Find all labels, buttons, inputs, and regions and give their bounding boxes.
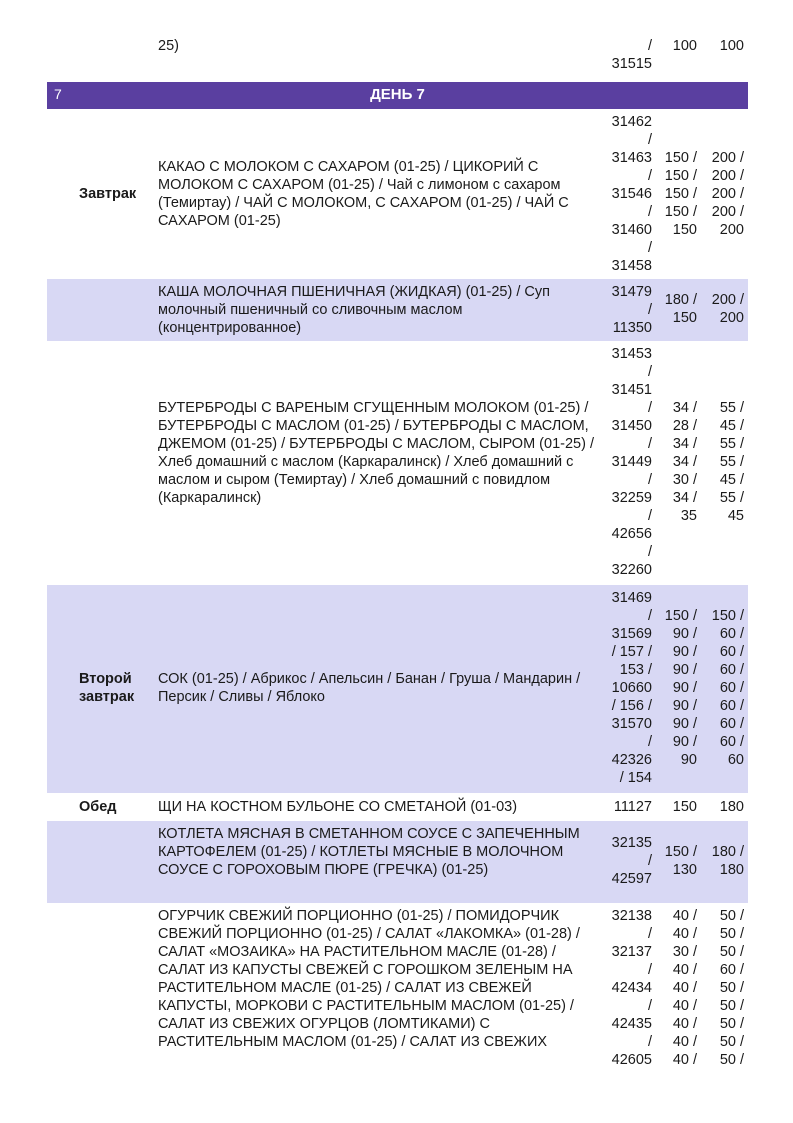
dish-description: ЩИ НА КОСТНОМ БУЛЬОНЕ СО СМЕТАНОЙ (01-03) <box>158 799 518 815</box>
portion-small: 34 / 28 / 34 / 34 / 30 / 34 / 35 <box>672 400 697 524</box>
menu-table <box>47 34 748 1073</box>
table-row <box>47 279 748 341</box>
portion-small: 40 / 40 / 30 / 40 / 40 / 40 / 40 / 40 / 40 / <box>672 908 697 1068</box>
meal-name: Обед <box>79 799 117 815</box>
day-number: 7 <box>54 86 62 102</box>
portion-large: 180 <box>719 799 744 815</box>
meal-name: Завтрак <box>79 186 137 202</box>
recipe-code: 32135 / 42597 <box>611 835 652 887</box>
portion-large: 100 <box>719 38 744 54</box>
table-row <box>47 821 748 903</box>
portion-small: 150 / 90 / 90 / 90 / 90 / 90 / 90 / 90 / 90 <box>664 608 697 768</box>
recipe-code: 31479 / 11350 <box>611 284 652 336</box>
recipe-code: 11127 <box>613 799 652 815</box>
portion-small: 100 <box>672 38 697 54</box>
recipe-code: / 31515 <box>611 38 652 72</box>
table-row <box>47 34 748 74</box>
dish-description: БУТЕРБРОДЫ С ВАРЕНЫМ СГУЩЕННЫМ МОЛОКОМ (01-25) / БУТЕРБРОДЫ С МАСЛОМ (01-25) / БУТЕРБРОДЫ С МАСЛОМ, ДЖЕМОМ (01-25) / БУТЕРБРОДЫ С МАСЛОМ, СЫРОМ (01-25) / Хлеб домашний с маслом (Каркаралинск) / Хлеб домашний с маслом и сыром (Темиртау) / Хлеб домашний с повидлом (Каркаралинск) <box>158 400 594 506</box>
portion-small: 150 <box>672 799 697 815</box>
portion-large: 200 / 200 / 200 / 200 / 200 <box>711 150 744 238</box>
portion-large: 180 / 180 <box>711 844 744 878</box>
dish-description: 25) <box>158 38 179 54</box>
portion-small: 150 / 130 <box>664 844 697 878</box>
day-title: ДЕНЬ 7 <box>370 86 425 103</box>
dish-description: ОГУРЧИК СВЕЖИЙ ПОРЦИОННО (01-25) / ПОМИДОРЧИК СВЕЖИЙ ПОРЦИОННО (01-25) / САЛАТ «ЛАКОМКА» (01-28) / САЛАТ «МОЗАИКА» НА РАСТИТЕЛЬНОМ МАСЛЕ (01-28) / САЛАТ ИЗ КАПУСТЫ СВЕЖЕЙ С ГОРОШКОМ ЗЕЛЕНЫМ НА РАСТИТЕЛЬНОМ МАСЛЕ (01-25) / САЛАТ ИЗ СВЕЖЕЙ КАПУСТЫ, МОРКОВИ С РАСТИТЕЛЬНЫМ МАСЛОМ (01-25) / САЛАТ ИЗ СВЕЖИХ ОГУРЦОВ (ЛОМТИКАМИ) С РАСТИТЕЛЬНЫМ МАСЛОМ (01-25) / САЛАТ ИЗ СВЕЖИХ <box>158 908 580 1050</box>
table-row <box>47 903 748 1073</box>
table-row <box>47 109 748 279</box>
recipe-code: 31462 / 31463 / 31546 / 31460 / 31458 <box>611 114 652 274</box>
portion-large: 55 / 45 / 55 / 55 / 45 / 55 / 45 <box>719 400 744 524</box>
table-row <box>47 585 748 793</box>
recipe-code: 32138 / 32137 / 42434 / 42435 / 42605 <box>611 908 652 1068</box>
portion-large: 50 / 50 / 50 / 60 / 50 / 50 / 50 / 50 / 50 / <box>719 908 744 1068</box>
recipe-code: 31469 / 31569 / 157 / 153 / 10660 / 156 / 31570 / 42326 / 154 <box>611 590 652 786</box>
portion-small: 180 / 150 <box>664 292 697 326</box>
dish-description: КАША МОЛОЧНАЯ ПШЕНИЧНАЯ (ЖИДКАЯ) (01-25) / Суп молочный пшеничный со сливочным маслом (концентрированное) <box>158 284 550 336</box>
recipe-code: 31453 / 31451 / 31450 / 31449 / 32259 / 42656 / 32260 <box>611 346 652 578</box>
portion-small: 150 / 150 / 150 / 150 / 150 <box>664 150 697 238</box>
portion-large: 150 / 60 / 60 / 60 / 60 / 60 / 60 / 60 / 60 <box>711 608 744 768</box>
dish-description: КАКАО С МОЛОКОМ С САХАРОМ (01-25) / ЦИКОРИЙ С МОЛОКОМ С САХАРОМ (01-25) / Чай с лимоном с сахаром (Темиртау) / ЧАЙ С МОЛОКОМ, С САХАРОМ (01-25) / ЧАЙ С САХАРОМ (01-25) <box>158 159 569 229</box>
table-row <box>47 341 748 585</box>
table-row <box>47 793 748 821</box>
portion-large: 200 / 200 <box>711 292 744 326</box>
day-header <box>47 82 748 109</box>
dish-description: СОК (01-25) / Абрикос / Апельсин / Банан / Груша / Мандарин / Персик / Сливы / Яблоко <box>158 671 581 705</box>
meal-name: Второй завтрак <box>79 671 135 705</box>
dish-description: КОТЛЕТА МЯСНАЯ В СМЕТАННОМ СОУСЕ С ЗАПЕЧЕННЫМ КАРТОФЕЛЕМ (01-25) / КОТЛЕТЫ МЯСНЫЕ В МОЛОЧНОМ СОУСЕ С ГОРОХОВЫМ ПЮРЕ (ГРЕЧКА) (01-25) <box>158 826 580 878</box>
